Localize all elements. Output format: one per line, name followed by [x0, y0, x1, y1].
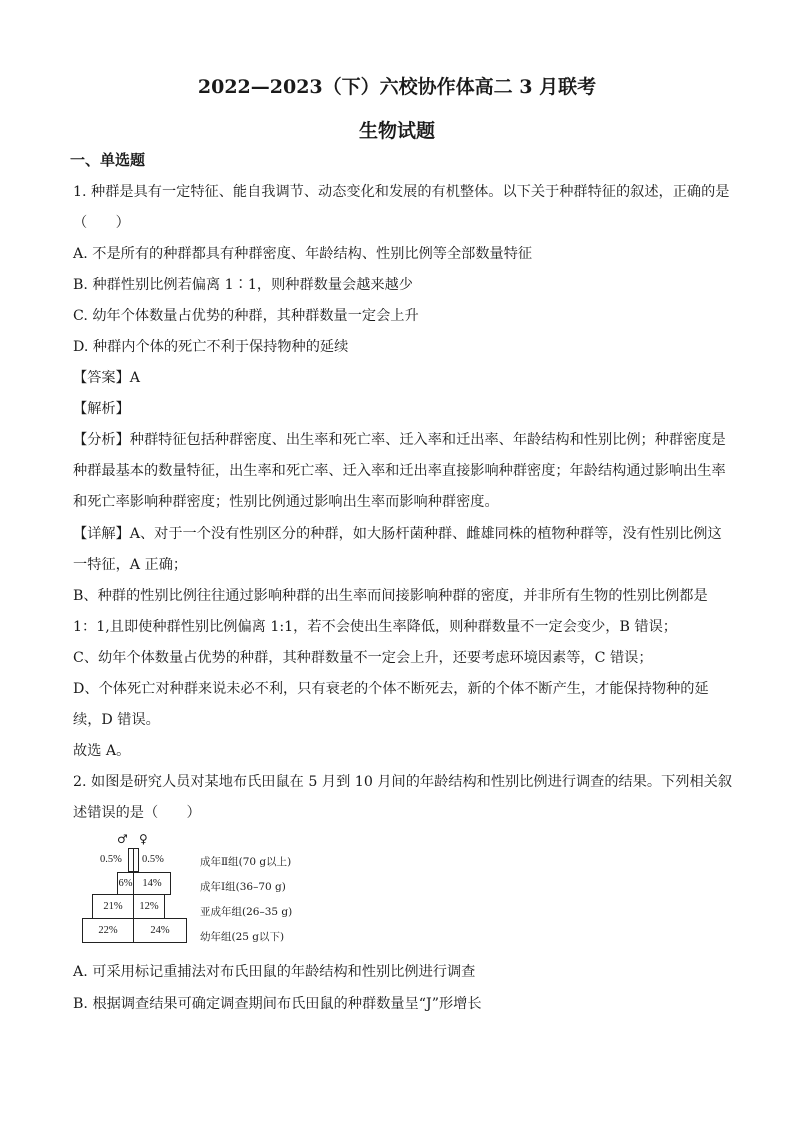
q2-stem-line2: 述错误的是（ ） [73, 805, 201, 821]
pyramid-bar-female-adult1 [133, 872, 171, 895]
male-symbol: ♂ [117, 832, 128, 846]
q1-analysis-tag: 【解析】 [73, 401, 130, 417]
pyramid-value-male-subadult: 21% [103, 901, 123, 912]
pyramid-bar-female-adult2 [133, 848, 139, 872]
q1-option-b: B. 种群性别比例若偏离 1∶1，则种群数量会越来越少 [73, 277, 413, 293]
q1-detail-line: 故选 A。 [73, 743, 131, 759]
pyramid-row-label: 成年Ⅱ组(70 g以上) [200, 856, 292, 868]
q1-stem-line2: （ ） [73, 215, 130, 231]
pyramid-row-label: 亚成年组(26–35 g) [200, 906, 293, 918]
q1-answer: 【答案】A [73, 370, 140, 386]
page-subtitle: 生物试题 [358, 120, 435, 142]
pyramid-value-female-adult1: 14% [142, 878, 162, 889]
q1-detail-line: D、个体死亡对种群来说未必不利，只有衰老的个体不断死去，新的个体不断产生，才能保持物种的延 [73, 681, 709, 697]
q1-detail-line: C、幼年个体数量占优势的种群，其种群数量不一定会上升，还要考虑环境因素等，C 错误； [73, 650, 653, 666]
pyramid-value-female-subadult: 12% [139, 901, 159, 912]
q2-option-b: B. 根据调查结果可确定调查期间布氏田鼠的种群数量呈“J”形增长 [73, 996, 482, 1012]
q1-fenxi-line: 种群最基本的数量特征，出生率和死亡率、迁入率和迁出率直接影响种群密度；年龄结构通过影响出生率 [73, 463, 726, 479]
q2-stem-line1: 2. 如图是研究人员对某地布氏田鼠在 5 月到 10 月间的年龄结构和性别比例进行调查的结果。下列相关叙 [73, 774, 733, 790]
q1-option-d: D. 种群内个体的死亡不利于保持物种的延续 [73, 339, 349, 355]
section-heading: 一、单选题 [70, 151, 146, 169]
q1-option-a: A. 不是所有的种群都具有种群密度、年龄结构、性别比例等全部数量特征 [73, 246, 533, 262]
pyramid-value-male-juvenile: 22% [98, 925, 118, 936]
pyramid-bar-female-juvenile [133, 918, 187, 943]
q1-stem-line1: 1. 种群是具有一定特征、能自我调节、动态变化和发展的有机整体。以下关于种群特征的叙述，正确的是 [73, 184, 730, 200]
pyramid-row-label: 幼年组(25 g以下) [200, 931, 285, 943]
q1-detail-line: 一特征，A 正确； [73, 557, 188, 573]
q1-detail-line: 1：1,且即使种群性别比例偏离 1:1，若不会使出生率降低，则种群数量不一定会变少，B 错误； [73, 619, 677, 635]
q1-detail-line: 续，D 错误。 [73, 712, 160, 728]
pyramid-row-label: 成年Ⅰ组(36–70 g) [200, 881, 286, 893]
pyramid-value-female-juvenile: 24% [150, 925, 170, 936]
q2-option-a: A. 可采用标记重捕法对布氏田鼠的年龄结构和性别比例进行调查 [73, 964, 476, 980]
q1-detail-line: 【详解】A、对于一个没有性别区分的种群，如大肠杆菌种群、雌雄同株的植物种群等，没有性别比例这 [73, 526, 722, 542]
pyramid-bar-male-subadult [92, 894, 134, 919]
pyramid-value-male-adult1: 6% [118, 878, 133, 889]
pyramid-bar-male-adult1[interactable] [117, 872, 134, 895]
q1-detail-line: B、种群的性别比例往往通过影响种群的出生率而间接影响种群的密度，并非所有生物的性别比例都是 [73, 588, 708, 604]
pyramid-value-female-adult2: 0.5% [142, 854, 164, 865]
q1-option-c: C. 幼年个体数量占优势的种群，其种群数量一定会上升 [73, 308, 419, 324]
q1-fenxi-line: 和死亡率影响种群密度；性别比例通过影响出生率而影响种群密度。 [73, 494, 499, 510]
pyramid-value-male-adult2: 0.5% [100, 854, 122, 865]
female-symbol: ♀ [139, 832, 148, 846]
pyramid-bar-male-juvenile [82, 918, 134, 943]
q1-fenxi-line: 【分析】种群特征包括种群密度、出生率和死亡率、迁入率和迁出率、年龄结构和性别比例；种群密度是 [73, 432, 726, 448]
page-title: 2022—2023（下）六校协作体高二 3 月联考 [197, 76, 597, 98]
pyramid-bar-female-subadult [133, 894, 165, 919]
